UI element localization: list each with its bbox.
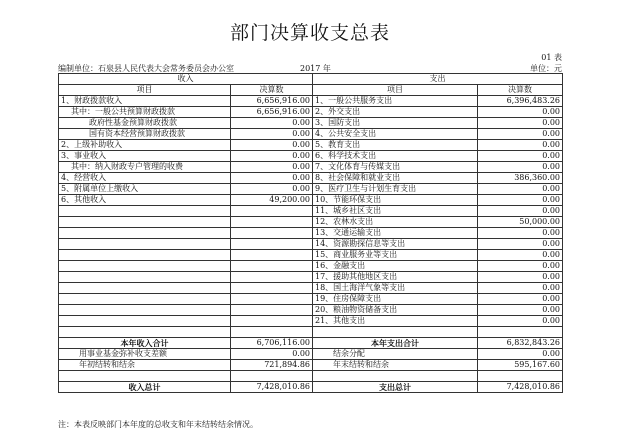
expense-item-label: 3、国防支出 xyxy=(313,118,478,129)
income-expense-table xyxy=(58,73,563,393)
report-year: 2017 年 xyxy=(300,64,331,73)
income-item-amount xyxy=(231,272,313,283)
income-item-label: 6、其他收入 xyxy=(59,195,231,206)
table-row xyxy=(59,261,563,272)
table-row xyxy=(59,162,563,173)
expense-item-label: 8、社会保障和就业支出 xyxy=(313,173,478,184)
currency-unit: 单位：元 xyxy=(530,64,562,73)
expense-item-label: 18、国土海洋气象等支出 xyxy=(313,283,478,294)
expense-item-amount: 0.00 xyxy=(478,283,563,294)
blank-cell xyxy=(478,371,563,382)
expense-item-label: 2、外交支出 xyxy=(313,107,478,118)
expense-item-label: 15、商业服务业等支出 xyxy=(313,250,478,261)
adjustment-row xyxy=(59,360,563,371)
income-item-amount: 6,656,916.00 xyxy=(231,107,313,118)
table-row xyxy=(59,250,563,261)
expense-item-label: 17、援助其他地区支出 xyxy=(313,272,478,283)
blank-cell xyxy=(59,327,231,338)
expense-item-header: 项目 xyxy=(313,85,478,96)
table-row xyxy=(59,118,563,129)
income-item-amount: 49,200.00 xyxy=(231,195,313,206)
expense-item-label: 14、资源勘探信息等支出 xyxy=(313,239,478,250)
income-item-label: 5、附属单位上缴收入 xyxy=(59,184,231,195)
income-item-label xyxy=(59,239,231,250)
expense-item-amount: 0.00 xyxy=(478,228,563,239)
expense-grand-total-amount: 7,428,010.86 xyxy=(478,382,563,393)
income-item-label xyxy=(59,261,231,272)
income-item-amount xyxy=(231,239,313,250)
income-item-amount xyxy=(231,316,313,327)
expense-item-amount: 0.00 xyxy=(478,294,563,305)
blank-cell xyxy=(231,327,313,338)
table-row xyxy=(59,151,563,162)
table-row xyxy=(59,305,563,316)
blank-cell xyxy=(313,327,478,338)
table-row xyxy=(59,140,563,151)
income-item-label: 2、上级补助收入 xyxy=(59,140,231,151)
table-row xyxy=(59,206,563,217)
expense-year-total-amount: 6,832,843.26 xyxy=(478,338,563,349)
income-amount-header: 决算数 xyxy=(231,85,313,96)
expense-item-amount: 0.00 xyxy=(478,261,563,272)
expense-item-label: 4、公共安全支出 xyxy=(313,129,478,140)
expense-item-amount: 0.00 xyxy=(478,272,563,283)
income-item-label xyxy=(59,294,231,305)
expense-item-amount: 0.00 xyxy=(478,151,563,162)
income-item-amount: 0.00 xyxy=(231,118,313,129)
table-row xyxy=(59,272,563,283)
adjustment-row xyxy=(59,349,563,360)
column-header-row xyxy=(59,85,563,96)
expense-item-label: 7、文化体育与传媒支出 xyxy=(313,162,478,173)
table-row xyxy=(59,107,563,118)
expense-item-label: 16、金融支出 xyxy=(313,261,478,272)
page-title: 部门决算收支总表 xyxy=(229,22,390,44)
organization-label: 编制单位：石泉县人民代表大会常务委员会办公室 xyxy=(58,64,234,73)
expense-adjust-label: 年末结转和结余 xyxy=(313,360,478,371)
income-year-total-label: 本年收入合计 xyxy=(59,338,231,349)
income-item-label xyxy=(59,206,231,217)
expense-item-label: 12、农林水支出 xyxy=(313,217,478,228)
income-item-label: 4、经营收入 xyxy=(59,173,231,184)
table-row xyxy=(59,173,563,184)
expense-item-amount: 0.00 xyxy=(478,140,563,151)
income-item-label xyxy=(59,272,231,283)
income-grand-total-amount: 7,428,010.86 xyxy=(231,382,313,393)
expense-item-amount: 0.00 xyxy=(478,206,563,217)
blank-cell xyxy=(478,327,563,338)
income-item-amount: 0.00 xyxy=(231,129,313,140)
income-item-label: 政府性基金预算财政拨款 xyxy=(59,118,231,129)
expense-item-amount: 0.00 xyxy=(478,316,563,327)
income-item-amount xyxy=(231,283,313,294)
income-item-amount: 0.00 xyxy=(231,140,313,151)
blank-cell xyxy=(313,371,478,382)
expense-item-label: 21、其他支出 xyxy=(313,316,478,327)
income-item-amount: 0.00 xyxy=(231,173,313,184)
income-item-amount xyxy=(231,228,313,239)
income-item-label: 其中：一般公共预算财政拨款 xyxy=(59,107,231,118)
grand-total-row xyxy=(59,382,563,393)
income-item-label: 国有资本经营预算财政拨款 xyxy=(59,129,231,140)
income-year-total-amount: 6,706,116.00 xyxy=(231,338,313,349)
income-item-amount xyxy=(231,250,313,261)
expense-grand-total-label: 支出总计 xyxy=(313,382,478,393)
expense-item-label: 19、住房保障支出 xyxy=(313,294,478,305)
form-number: 01 表 xyxy=(541,53,562,62)
table-row xyxy=(59,195,563,206)
income-item-label xyxy=(59,305,231,316)
expense-item-amount: 0.00 xyxy=(478,184,563,195)
table-row xyxy=(59,239,563,250)
expense-item-label: 11、城乡社区支出 xyxy=(313,206,478,217)
income-item-label xyxy=(59,316,231,327)
income-adjust-amount: 0.00 xyxy=(231,349,313,360)
income-item-amount xyxy=(231,305,313,316)
expense-item-amount: 0.00 xyxy=(478,118,563,129)
expense-item-amount: 386,360.00 xyxy=(478,173,563,184)
expense-item-amount: 0.00 xyxy=(478,162,563,173)
expense-item-label: 20、粮油物资储备支出 xyxy=(313,305,478,316)
expense-item-label: 1、一般公共服务支出 xyxy=(313,96,478,107)
income-item-label: 1、财政拨款收入 xyxy=(59,96,231,107)
income-item-amount: 0.00 xyxy=(231,151,313,162)
income-adjust-amount: 721,894.86 xyxy=(231,360,313,371)
income-item-amount: 0.00 xyxy=(231,162,313,173)
income-item-amount xyxy=(231,261,313,272)
expense-adjust-amount: 595,167.60 xyxy=(478,360,563,371)
income-item-label xyxy=(59,283,231,294)
expense-amount-header: 决算数 xyxy=(478,85,563,96)
income-grand-total-label: 收入总计 xyxy=(59,382,231,393)
income-item-label: 3、事业收入 xyxy=(59,151,231,162)
expense-adjust-label: 结余分配 xyxy=(313,349,478,360)
year-total-row xyxy=(59,338,563,349)
income-item-amount: 6,656,916.00 xyxy=(231,96,313,107)
expense-item-label: 6、科学技术支出 xyxy=(313,151,478,162)
income-adjust-label: 用事业基金弥补收支差额 xyxy=(59,349,231,360)
income-item-label xyxy=(59,217,231,228)
blank-cell xyxy=(231,371,313,382)
blank-row xyxy=(59,327,563,338)
table-row xyxy=(59,96,563,107)
expense-item-amount: 0.00 xyxy=(478,107,563,118)
blank-row xyxy=(59,371,563,382)
income-item-label: 其中：纳入财政专户管理的收费 xyxy=(59,162,231,173)
blank-cell xyxy=(59,371,231,382)
expense-item-amount: 0.00 xyxy=(478,250,563,261)
expense-item-amount: 0.00 xyxy=(478,195,563,206)
income-adjust-label: 年初结转和结余 xyxy=(59,360,231,371)
expense-item-amount: 0.00 xyxy=(478,305,563,316)
table-row xyxy=(59,129,563,140)
expense-item-label: 5、教育支出 xyxy=(313,140,478,151)
expense-item-amount: 0.00 xyxy=(478,129,563,140)
income-item-amount xyxy=(231,206,313,217)
expense-item-amount: 6,396,483.26 xyxy=(478,96,563,107)
income-item-amount: 0.00 xyxy=(231,184,313,195)
expense-item-amount: 50,000.00 xyxy=(478,217,563,228)
expense-item-label: 9、医疗卫生与计划生育支出 xyxy=(313,184,478,195)
expense-item-amount: 0.00 xyxy=(478,239,563,250)
expense-year-total-label: 本年支出合计 xyxy=(313,338,478,349)
footnote: 注：本表反映部门本年度的总收支和年末结转结余情况。 xyxy=(58,420,258,429)
expense-item-label: 10、节能环保支出 xyxy=(313,195,478,206)
table-row xyxy=(59,184,563,195)
income-item-label xyxy=(59,228,231,239)
income-item-header: 项目 xyxy=(59,85,231,96)
income-item-amount xyxy=(231,294,313,305)
expense-adjust-amount: 0.00 xyxy=(478,349,563,360)
section-header-row xyxy=(59,74,563,85)
expense-item-label: 13、交通运输支出 xyxy=(313,228,478,239)
table-row xyxy=(59,283,563,294)
income-item-amount xyxy=(231,217,313,228)
table-row xyxy=(59,217,563,228)
table-row xyxy=(59,294,563,305)
expense-section-header: 支出 xyxy=(313,74,563,85)
table-row xyxy=(59,316,563,327)
table-row xyxy=(59,228,563,239)
income-item-label xyxy=(59,250,231,261)
income-section-header: 收入 xyxy=(59,74,313,85)
